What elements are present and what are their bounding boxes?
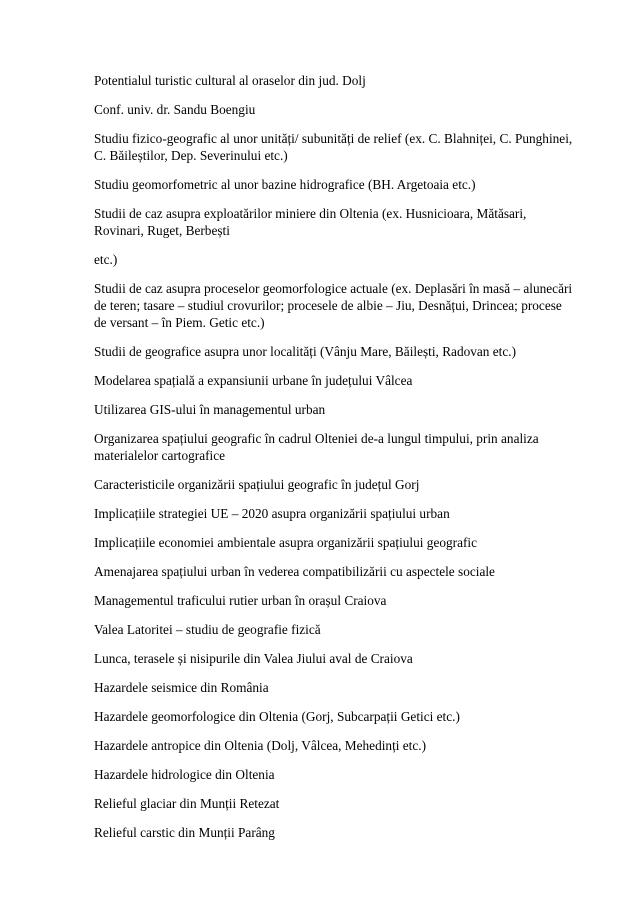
paragraph-topic: Modelarea spațială a expansiunii urbane în județului Vâlcea: [94, 373, 413, 388]
paragraph-topic: Hazardele antropice din Oltenia (Dolj, Vâlcea, Mehedinți etc.): [94, 738, 427, 753]
paragraph-topic: Studii de geografice asupra unor localități (Vânju Mare, Băilești, Radovan etc.): [94, 344, 517, 359]
paragraph-topic: Managementul traficului rutier urban în orașul Craiova: [94, 593, 387, 608]
paragraph-topic: Lunca, terasele și nisipurile din Valea Jiului aval de Craiova: [94, 651, 413, 666]
paragraph-topic: Relieful carstic din Munții Parâng: [94, 825, 275, 840]
paragraph-topic: Implicațiile economiei ambientale asupra organizării spațiului geografic: [94, 535, 477, 550]
paragraph-topic: Studii de caz asupra exploatărilor miniere din Oltenia (ex. Husnicioara, Mătăsari, Rovinari, Ruget, Berbești: [94, 206, 527, 238]
paragraph-topic-continuation: etc.): [94, 252, 118, 267]
paragraph-topic: Hazardele hidrologice din Oltenia: [94, 767, 275, 782]
paragraph-topic: Studiu fizico-geografic al unor unități/ subunități de relief (ex. C. Blahniței, C. Punghinei, C. Băileștilor, Dep. Severinului etc.): [94, 131, 573, 163]
paragraph-topic: Valea Latoritei – studiu de geografie fizică: [94, 622, 321, 637]
paragraph-topic: Studii de caz asupra proceselor geomorfologice actuale (ex. Deplasări în masă – alunecări de teren; tasare – studiul crovurilor; procesele de albie – Jiu, Desnățui, Drincea; procese de versant – în Piem. Getic etc.): [94, 281, 573, 330]
paragraph-topic: Hazardele geomorfologice din Oltenia (Gorj, Subcarpații Getici etc.): [94, 709, 460, 724]
paragraph-document-title: Potentialul turistic cultural al oraselor din jud. Dolj: [94, 73, 366, 88]
paragraph-topic: Amenajarea spațiului urban în vederea compatibilizării cu aspectele sociale: [94, 564, 495, 579]
paragraph-topic: Organizarea spațiului geografic în cadrul Olteniei de-a lungul timpului, prin analiza materialelor cartografice: [94, 431, 539, 463]
paragraph-topic: Studiu geomorfometric al unor bazine hidrografice (BH. Argetoaia etc.): [94, 177, 476, 192]
paragraph-topic: Hazardele seismice din România: [94, 680, 269, 695]
paragraph-topic: Relieful glaciar din Munții Retezat: [94, 796, 280, 811]
document-body: [94, 72, 574, 853]
paragraph-topic: Caracteristicile organizării spațiului geografic în județul Gorj: [94, 477, 420, 492]
paragraph-topic: Utilizarea GIS-ului în managementul urban: [94, 402, 326, 417]
paragraph-topic: Implicațiile strategiei UE – 2020 asupra organizării spațiului urban: [94, 506, 450, 521]
paragraph-author: Conf. univ. dr. Sandu Boengiu: [94, 102, 256, 117]
